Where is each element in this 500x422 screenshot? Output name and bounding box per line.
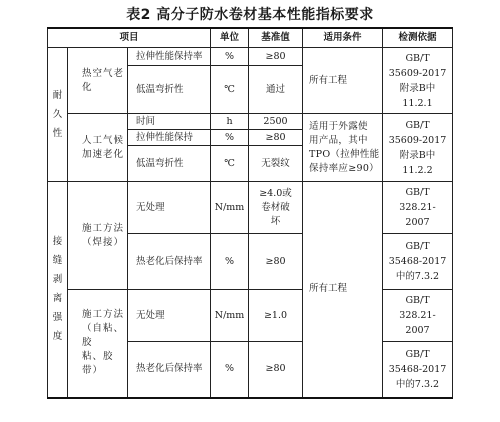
weathering-aging-label: 人工气候加速老化 — [68, 114, 128, 182]
property-cell: 热老化后保持率 — [128, 342, 211, 398]
table-title: 表2 高分子防水卷材基本性能指标要求 — [126, 7, 374, 23]
value-cell: 通过 — [249, 66, 303, 114]
unit-cell: % — [211, 48, 249, 66]
reference-cell: GB/T 35468-2017 中的7.3.2 — [383, 342, 453, 398]
reference-cell: GB/T 35609-2017 附录B中 11.2.1 — [383, 48, 453, 114]
condition-cell: 所有工程 — [303, 182, 383, 398]
condition-cell: 所有工程 — [303, 48, 383, 114]
unit-cell: h — [211, 114, 249, 130]
unit-cell: ℃ — [211, 146, 249, 182]
reference-cell: GB/T 35468-2017 中的7.3.2 — [383, 234, 453, 290]
unit-cell: ℃ — [211, 66, 249, 114]
property-cell: 拉伸性能保持率 — [128, 48, 211, 66]
unit-cell: % — [211, 342, 249, 398]
condition-cell: 适用于外露使 用产品，其中 TPO（拉伸性能 保持率应≥90） — [303, 114, 383, 182]
property-cell: 时间 — [128, 114, 211, 130]
unit-cell: % — [211, 130, 249, 146]
value-cell: ≥1.0 — [249, 290, 303, 342]
unit-cell: N/mm — [211, 182, 249, 234]
value-cell: 2500 — [249, 114, 303, 130]
value-cell: ≥80 — [249, 342, 303, 398]
header-unit: 单位 — [211, 28, 249, 48]
header-reference: 检测依据 — [383, 28, 453, 48]
reference-cell: GB/T 35609-2017 附录B中 11.2.2 — [383, 114, 453, 182]
value-cell: ≥80 — [249, 130, 303, 146]
header-value: 基准值 — [249, 28, 303, 48]
property-cell: 低温弯折性 — [128, 146, 211, 182]
welding-method-label: 施工方法 （焊接） — [68, 182, 128, 290]
property-cell: 热老化后保持率 — [128, 234, 211, 290]
reference-cell: GB/T 328.21- 2007 — [383, 290, 453, 342]
property-cell: 低温弯折性 — [128, 66, 211, 114]
reference-cell: GB/T 328.21- 2007 — [383, 182, 453, 234]
property-cell: 无处理 — [128, 290, 211, 342]
unit-cell: N/mm — [211, 290, 249, 342]
value-cell: 无裂纹 — [249, 146, 303, 182]
header-row — [48, 28, 453, 48]
table-row — [48, 182, 453, 234]
group-durability-label: 耐 久 性 — [48, 48, 68, 182]
table-row — [48, 290, 453, 342]
group-seam-label: 接 缝 剥 离 强 度 — [48, 182, 68, 398]
hot-air-aging-label: 热空气老化 — [68, 48, 128, 114]
table-row — [48, 114, 453, 130]
header-condition: 适用条件 — [303, 28, 383, 48]
bonding-method-label: 施工方法 （自粘、胶 粘、胶带） — [68, 290, 128, 398]
value-cell: ≥4.0或 卷材破 坏 — [249, 182, 303, 234]
table-row — [48, 48, 453, 66]
unit-cell: % — [211, 234, 249, 290]
property-cell: 拉伸性能保持 — [128, 130, 211, 146]
value-cell: ≥80 — [249, 234, 303, 290]
header-item: 项目 — [48, 28, 211, 48]
spec-table — [47, 27, 453, 399]
value-cell: ≥80 — [249, 48, 303, 66]
property-cell: 无处理 — [128, 182, 211, 234]
